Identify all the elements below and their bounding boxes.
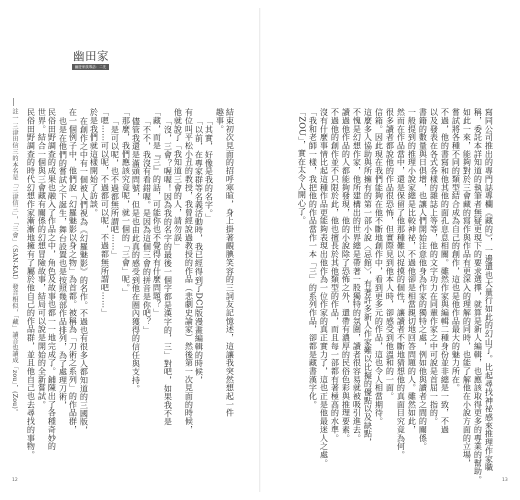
paragraph-line: 「那麼，我們應該究竟呢，就一個的「三會」呢。」: [121, 108, 132, 296]
page-number-right: 13: [502, 478, 508, 483]
right-page: [260, 0, 520, 500]
paragraph-line: 稱，委託本詳知道的執筆者無疑更現下的要求選擇，就算是新人編輯，也應該取得更多的專業的幫助。: [473, 108, 484, 484]
paragraph-line: 儘管我還是滿頭問號，但是也由此真的感受到他在圈內獲得的信任與支持。: [131, 117, 142, 393]
paragraph-line: 以及發表在各式各樣的雜誌上等等，他的文字功力在同輩作家之中可說是首屈一指的。: [429, 108, 440, 426]
paragraph-line: 寫同公司推出的專門誌專欄《藏的》，一邊還也大量行如此的幻山了。比起尋找神祕感來推理作家職: [484, 108, 495, 472]
paragraph-line: 不過，他的書寫和他其他的面孔息息相關。雖然作家與編輯二種身份並非總是一致，不過: [440, 108, 451, 434]
paragraph-line: 「以前，在專家群等名義活動時，我已經得到了DCI版漫畫編輯的時候，: [194, 117, 205, 385]
paragraph-line: 於是我們就這樣開始了訪談。: [89, 108, 100, 217]
paragraph-line: 不愧是幻想作家，他所建構出的世界總是帶著一股獨特的氛圍，讀者很容易就被吸引進去。: [352, 108, 363, 442]
paragraph-line: 不過他的創作並不只限於此，他也擅長於其他類型的作品，而且每一部都有著極高的水準。: [330, 108, 341, 442]
paragraph-line: 世界。結合一個與三會藏有關係的幻想冒險故事，結局可以說是開始的全新嘗試。: [37, 108, 48, 409]
paragraph-line: 書籍的數量與日俱增，也讓人們開始注意他身為作家的獨特之處，例如他與讀者之間的關係。: [418, 108, 429, 451]
chapter-title: 幽田家: [73, 49, 109, 63]
paragraph-line: 很多讀者都說他的作品很恐怖，但實際見到他本人時，卻感受到他溫和的一面。: [385, 108, 396, 401]
paragraph-line: 「是可以呢，也不過都無所謂吧……」: [110, 117, 121, 259]
paragraph-line: 「其實，好像是我的名字。」: [204, 117, 215, 222]
paragraph-line: 一般提到的推理小說家總是比較神祕，不過他卻是相當親切地回答問題的人。雖然如此，: [407, 108, 418, 434]
paragraph-line: 在創作之中有一個被人們視為《幻羅魅影》的名作。不過也有很多人都知道的三國版，: [79, 117, 90, 435]
paragraph-line: 有位叫平松小丑的教授，我曾經說過教授的作品（悲劇史論家）然後第一次見面的時候，: [184, 108, 195, 434]
chapter-label: 幽遊家族專訪：二先: [72, 64, 109, 70]
paragraph-line: 「藏，而是『三』的話，可能你也不覺得有什麼問題？」: [152, 108, 163, 317]
paragraph-line: 結束初次見面的招呼寒暄，身上掛著靦腆笑容的三詞友記憶述，這讓我突然想起一件: [225, 108, 236, 417]
paragraph-line: 在一個例子中，他們說「幻羅魅影以身之物」為首都。被稱為「刀術之系列」的作品群，: [68, 108, 79, 434]
paragraph-line: 讀過他作品的人都能夠發現，他的小說除了恐怖之外，還帶有濃厚的民俗色彩與推理要素。: [341, 108, 352, 442]
paragraph-line: 「ZOU」，實在太令人開心了。: [297, 108, 308, 224]
paragraph-line: 嘗試將各種不同的類型結合成為自己的創作，這也是他作品最大的魅力所在。: [451, 108, 462, 392]
paragraph-line: 民俗田野調查的成果也融入了作品之中，角色及故事也都一一地完成了。鋪陳出了各種奇妙的: [47, 108, 58, 451]
paragraph-line: 信箱。因此現在我們能夠在他不斷地創作中，看到更多元的作品，這也令人相當期待。: [374, 108, 385, 426]
paragraph-line: 如此一來，能夠對於三會藏的寫作與作品有更深入的理解的同時，也能了解他在小說方面的立場，: [462, 108, 473, 468]
paragraph-line: 他就說了「我知道三會的人，請勿誤」: [173, 108, 184, 250]
paragraph-line: 「不不，我沒有看錯喔。是因為這個三會的拼音是你吧？」: [142, 117, 153, 335]
paragraph-line: 民俗田野調查的時代幻想作家漸漸地擁有了屬於他自己的作品群，並且他自己也去尋找的事物。: [26, 108, 37, 459]
paragraph-line: 沒有什麼事情比起這種作品更能夠表現出他作為一位作家的真正實力了，這也正是他最迷人之處。: [319, 108, 330, 468]
paragraph-line: 然而在作品當中，還是保留了他那種難以捉摸的個性，讓讀者不斷地猜想他的真面目究竟為何。: [396, 108, 407, 459]
paragraph-line: 「沒，三會？喔喔！因為我的名字的最後一個字都是漢字的，三」對吧，如果我不是: [163, 117, 174, 426]
footnote: 註一 三津田信三的本名是「三津信三」，「三會」（SAN-KAI）發音相似，「藏」讀音也讀成「zou」，(Zou)。: [11, 108, 18, 416]
page-number-left: 12: [12, 478, 18, 483]
paragraph-line: 也是在他們的嘗試之下誕生，舞台設置也是按照幾部作品排列，為了處理刀術，: [58, 117, 69, 410]
paragraph-line: 趣事。: [215, 108, 226, 134]
paragraph-line: 「我和老師一樣，我把他的作品當作一本「三」的系列作品，卻都是藏書漢字化。: [308, 108, 319, 409]
paragraph-line: 「嗯……可以呢，不過都可以呢，不過都無所謂吧……」: [100, 108, 111, 317]
paragraph-line: 這麼多人協助與所擁有的第一部小說〈忌館〉，有著許多新人作家難以比擬的優點以及缺點，: [363, 108, 374, 447]
footnote-rule: [13, 98, 14, 106]
